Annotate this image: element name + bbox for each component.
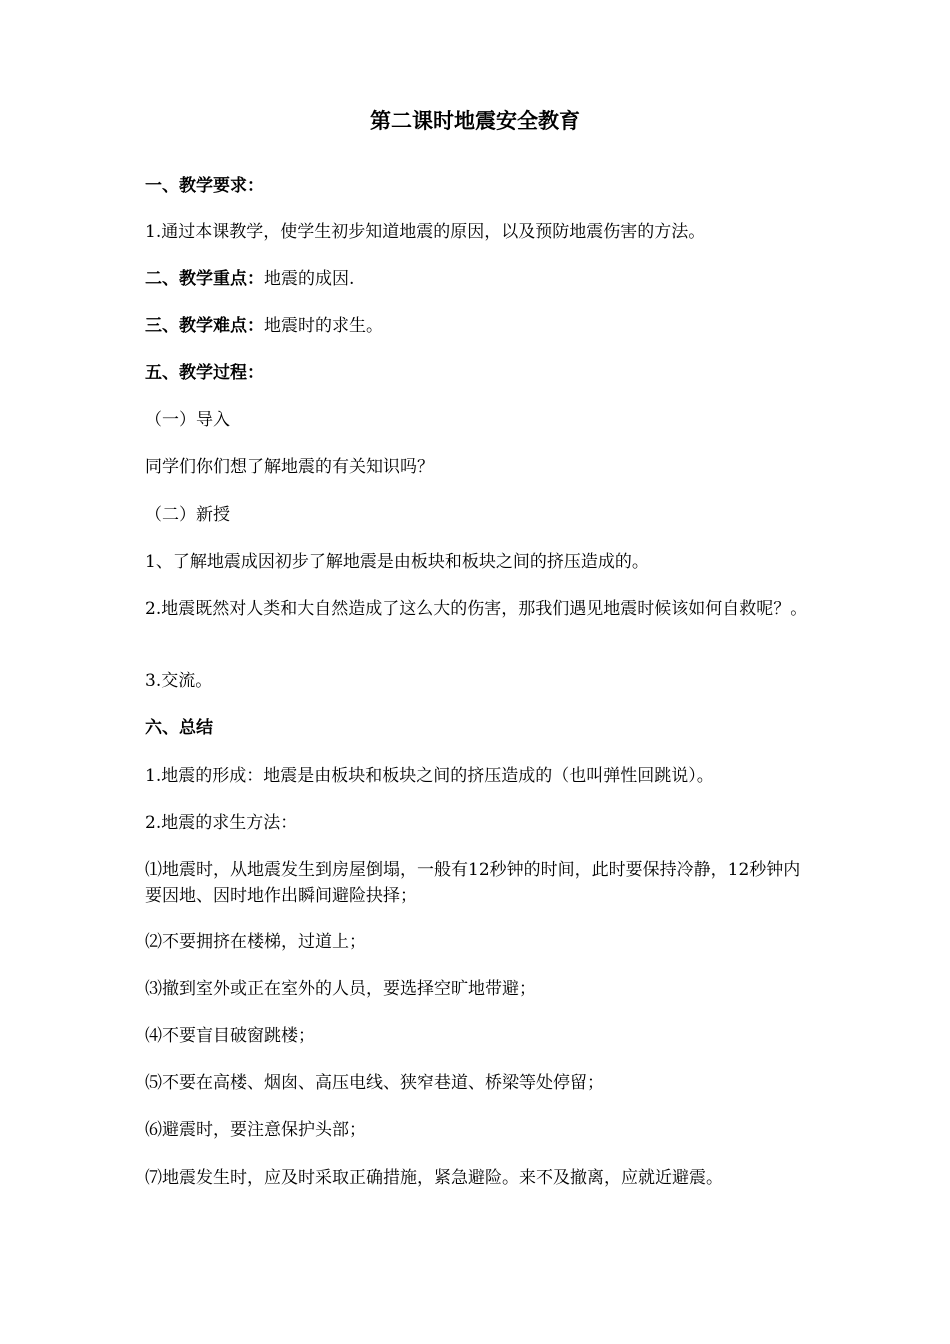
- survival-method-7: ⑺地震发生时，应及时采取正确措施，紧急避险。来不及撤离，应就近避震。: [145, 1168, 723, 1188]
- key-point-heading: 二、教学重点：: [145, 269, 264, 289]
- new-lesson-item-2: 2.地震既然对人类和大自然造成了这么大的伤害，那我们遇见地震时候该如何自救呢？。: [145, 599, 808, 619]
- process-heading: 五、教学过程：: [145, 363, 264, 383]
- new-lesson-heading: （二）新授: [145, 505, 230, 525]
- summary-item-1: 1.地震的形成：地震是由板块和板块之间的挤压造成的（也叫弹性回跳说）。: [145, 766, 714, 786]
- difficulty-paragraph: [145, 314, 810, 338]
- summary-item-2: 2.地震的求生方法：: [145, 813, 298, 833]
- summary-heading: 六、总结: [145, 718, 213, 738]
- key-point-paragraph: [145, 267, 810, 291]
- survival-method-3: ⑶撤到室外或正在室外的人员，要选择空旷地带避；: [145, 979, 536, 999]
- survival-method-5: ⑸不要在高楼、烟囱、高压电线、狭窄巷道、桥梁等处停留；: [145, 1073, 604, 1093]
- difficulty-text: 地震时的求生。: [264, 316, 383, 336]
- intro-heading: （一）导入: [145, 410, 230, 430]
- new-lesson-item-3: 3.交流。: [145, 671, 213, 691]
- key-point-text: 地震的成因.: [264, 269, 355, 289]
- intro-text: 同学们你们想了解地震的有关知识吗？: [145, 457, 434, 477]
- survival-method-6: ⑹避震时，要注意保护头部；: [145, 1120, 366, 1140]
- survival-method-4: ⑷不要盲目破窗跳楼；: [145, 1026, 315, 1046]
- document-title: 第二课时地震安全教育: [370, 108, 580, 133]
- requirements-heading: 一、教学要求：: [145, 176, 264, 196]
- difficulty-heading: 三、教学难点：: [145, 316, 264, 336]
- requirements-item-1: 1.通过本课教学，使学生初步知道地震的原因，以及预防地震伤害的方法。: [145, 222, 706, 242]
- survival-method-2: ⑵不要拥挤在楼梯，过道上；: [145, 932, 366, 952]
- survival-method-1: ⑴地震时，从地震发生到房屋倒塌，一般有12秒钟的时间，此时要保持冷静，12秒钟内要因地、因时地作出瞬间避险抉择；: [145, 860, 801, 906]
- new-lesson-item-1: 1、了解地震成因初步了解地震是由板块和板块之间的挤压造成的。: [145, 552, 649, 572]
